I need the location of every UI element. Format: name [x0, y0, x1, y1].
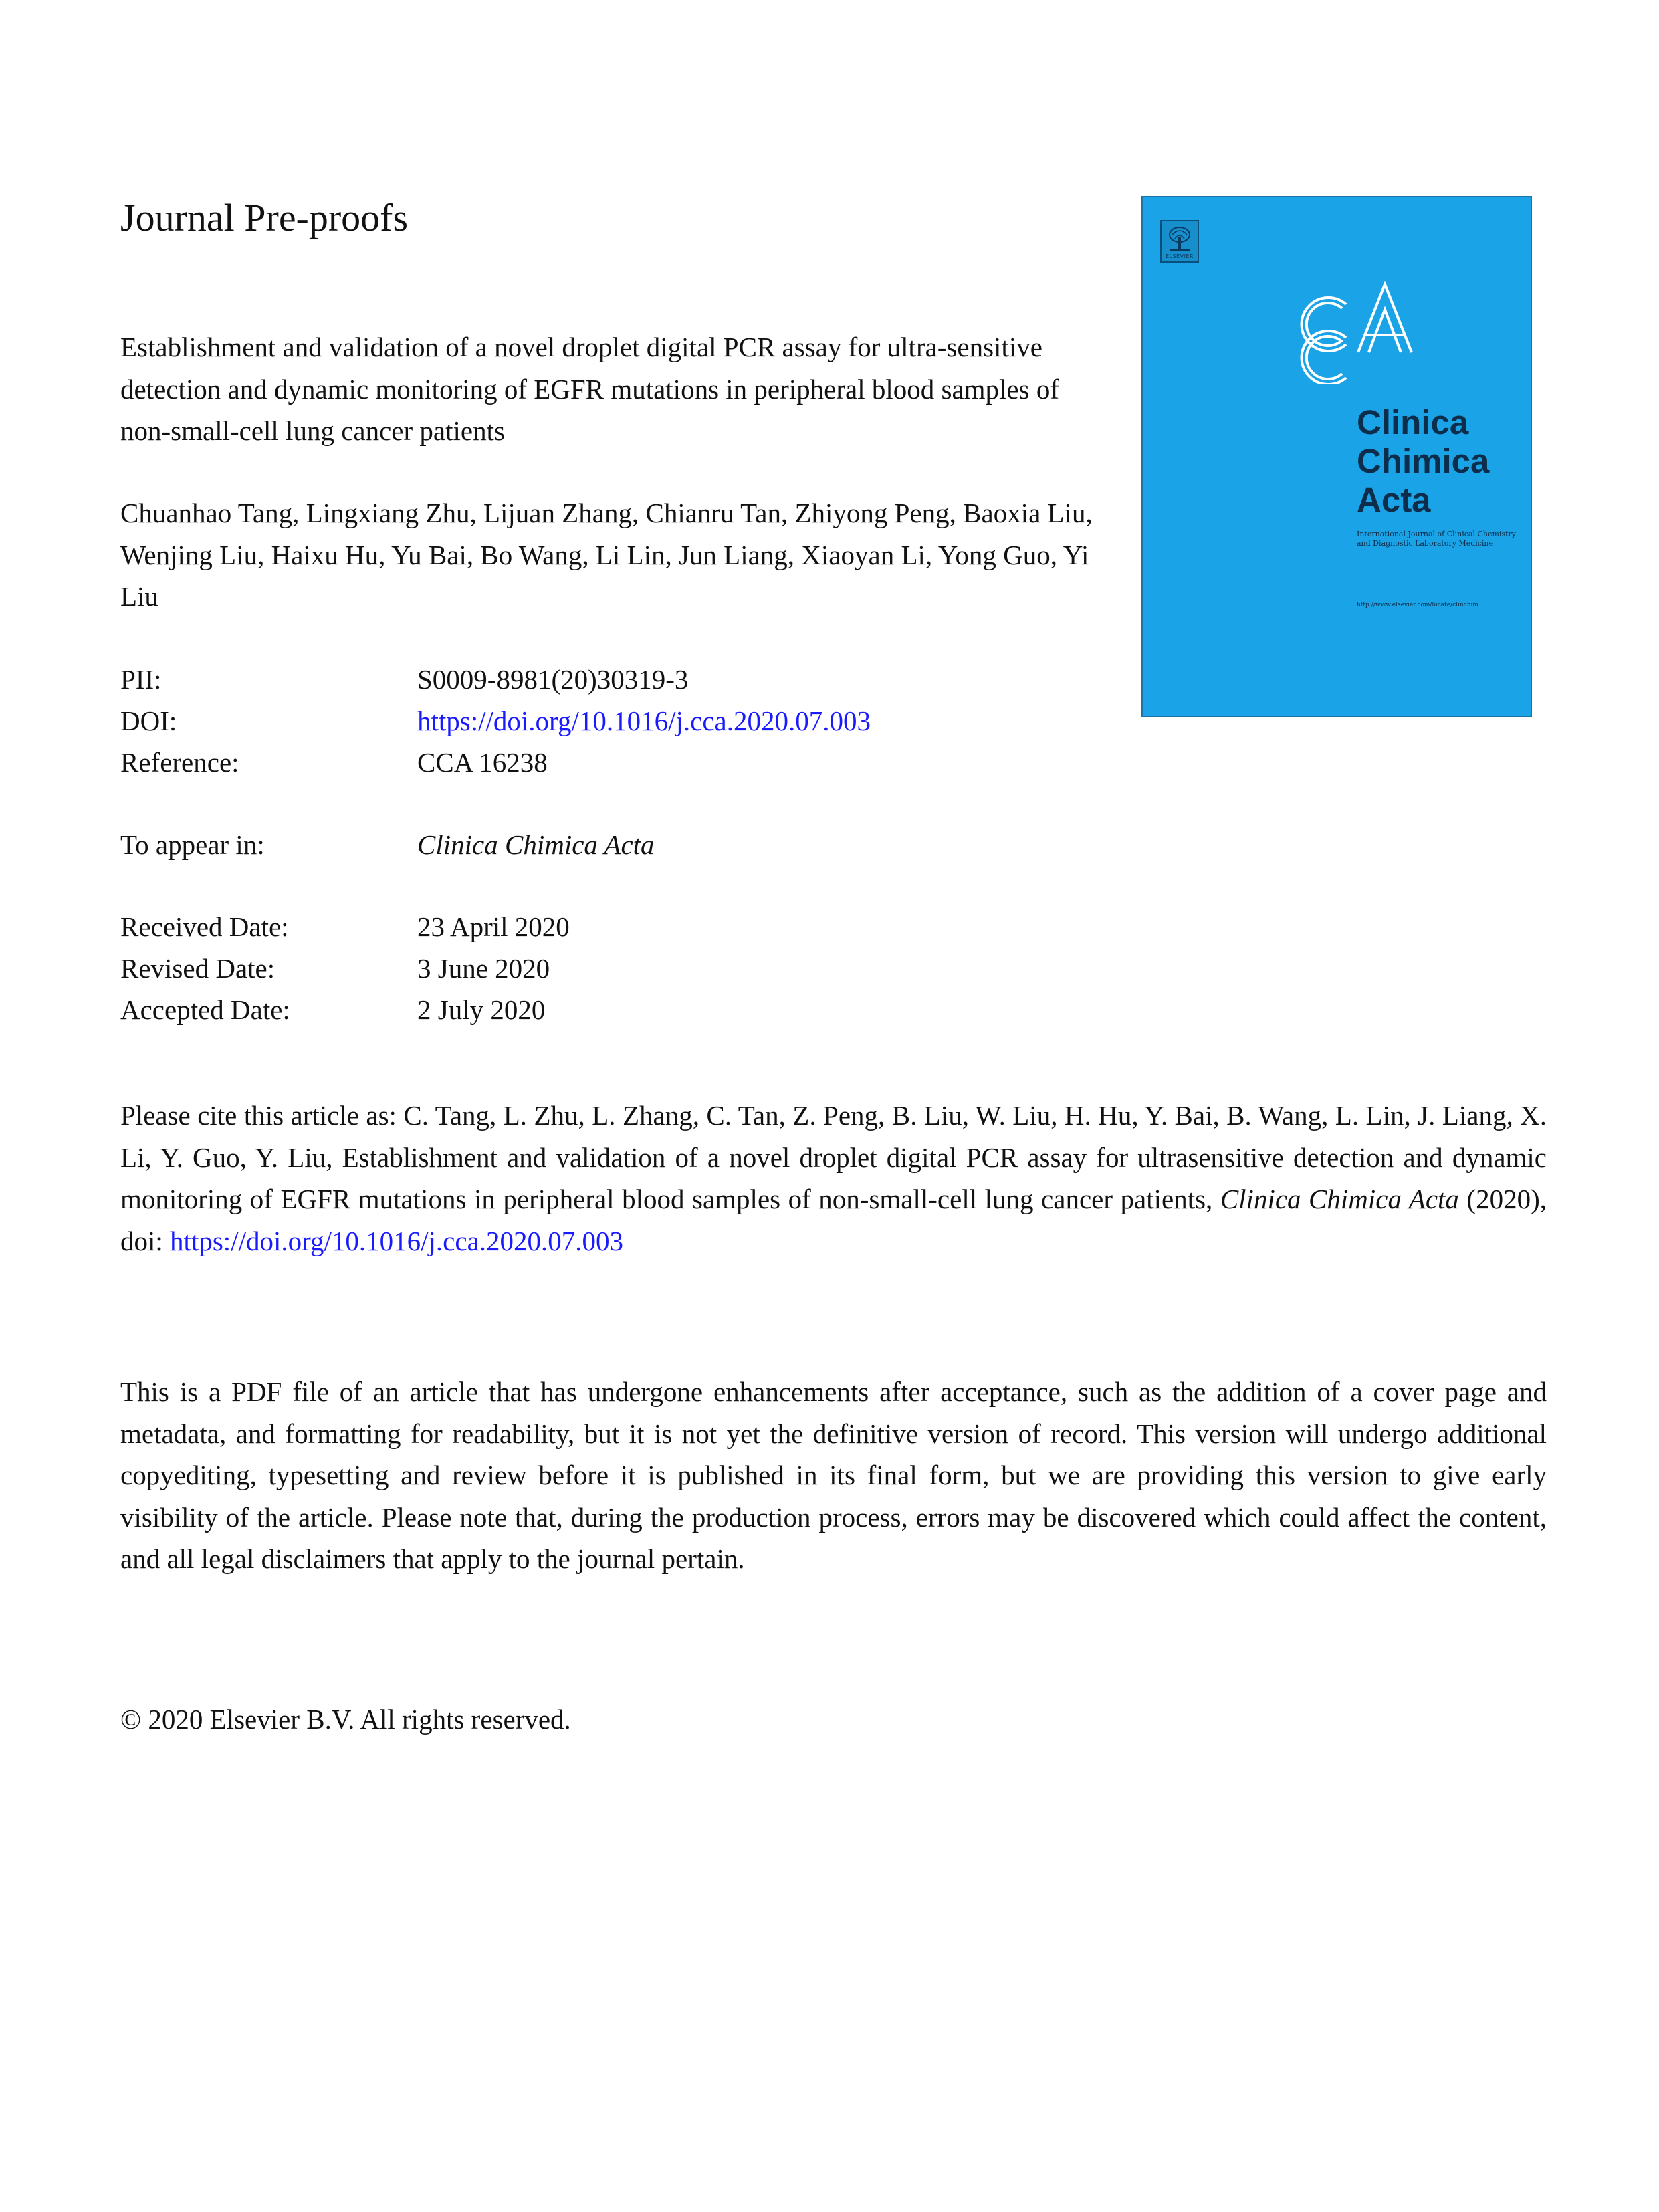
citation-doi-link[interactable]: https://doi.org/10.1016/j.cca.2020.07.003 — [170, 1225, 624, 1256]
article-authors: Chuanhao Tang, Lingxiang Zhu, Lijuan Zhang, Chianru Tan, Zhiyong Peng, Baoxia Liu, Wenjing Liu, Haixu Hu, Yu Bai, Bo Wang, Li Lin, Jun Liang, Xiaoyan Li, Yong Guo, Yi Liu — [120, 497, 1093, 612]
article-title: Establishment and validation of a novel droplet digital PCR assay for ultra-sensitive detection and dynamic monitoring of EGFR mutations in peripheral blood samples of non-small-cell lung cancer patients — [120, 332, 1059, 446]
revised-date-label: Revised Date: — [120, 953, 275, 984]
copyright-notice: © 2020 Elsevier B.V. All rights reserved. — [120, 1704, 571, 1735]
pii-value: S0009-8981(20)30319-3 — [417, 664, 689, 695]
elsevier-logo — [1160, 220, 1199, 263]
accepted-date-value: 2 July 2020 — [417, 994, 546, 1025]
pre-proof-notice: This is a PDF file of an article that has undergone enhancements after acceptance, such as the addition of a cover page and metadata, and formatting for readability, but it is not yet the definitive version of record. This version will undergo additional copyediting, typesetting and review before it is published in its final form, but we are providing this version to give early visibility of the article. Please note that, during the production process, errors may be discovered which could affect the content, and all legal disclaimers that apply to the journal pertain. — [120, 1376, 1547, 1574]
citation-journal: Clinica Chimica Acta — [1220, 1184, 1459, 1214]
cover-url: http://www.elsevier.com/locate/clinchim — [1357, 602, 1478, 609]
reference-label: Reference: — [120, 747, 239, 778]
cover-subtitle: International Journal of Clinical Chemistry and Diagnostic Laboratory Medicine — [1357, 530, 1516, 548]
journal-pre-proofs-label: Journal Pre-proofs — [120, 196, 409, 239]
elsevier-wordmark: ELSEVIER — [1165, 253, 1194, 259]
appear-in-label: To appear in: — [120, 829, 265, 860]
citation-paragraph — [120, 1095, 1547, 1262]
pii-label: PII: — [120, 664, 162, 695]
accepted-date-label: Accepted Date: — [120, 994, 290, 1025]
received-date-label: Received Date: — [120, 911, 289, 942]
cca-monogram-icon — [1285, 278, 1458, 384]
reference-value: CCA 16238 — [417, 747, 548, 778]
elsevier-tree-icon — [1167, 225, 1192, 252]
doi-link[interactable]: https://doi.org/10.1016/j.cca.2020.07.003 — [417, 705, 871, 736]
cover-journal-name — [1357, 403, 1489, 520]
doi-label: DOI: — [120, 705, 177, 736]
revised-date-value: 3 June 2020 — [417, 953, 550, 984]
journal-cover — [1141, 196, 1532, 717]
received-date-value: 23 April 2020 — [417, 911, 570, 942]
cover-name-line-1: Clinica — [1357, 403, 1469, 441]
citation-text: Please cite this article as: C. Tang, L. Zhu, L. Zhang, C. Tan, Z. Peng, B. Liu, W. Liu, H. Hu, Y. Bai, B. Wang, L. Lin, J. Liang, X. Li, Y. Guo, Y. Liu, Establishment and validation of a novel droplet digital PCR assay for ultrasensitive detection and dynamic monitoring of EGFR mutations in peripheral blood samples of non-small-cell lung cancer patients, — [120, 1100, 1547, 1214]
appear-in-value: Clinica Chimica Acta — [417, 829, 655, 860]
cover-name-line-2: Chimica — [1357, 442, 1490, 480]
citation-year-doi: (2020), doi: — [120, 1184, 1547, 1256]
cover-name-line-3: Acta — [1357, 481, 1431, 519]
